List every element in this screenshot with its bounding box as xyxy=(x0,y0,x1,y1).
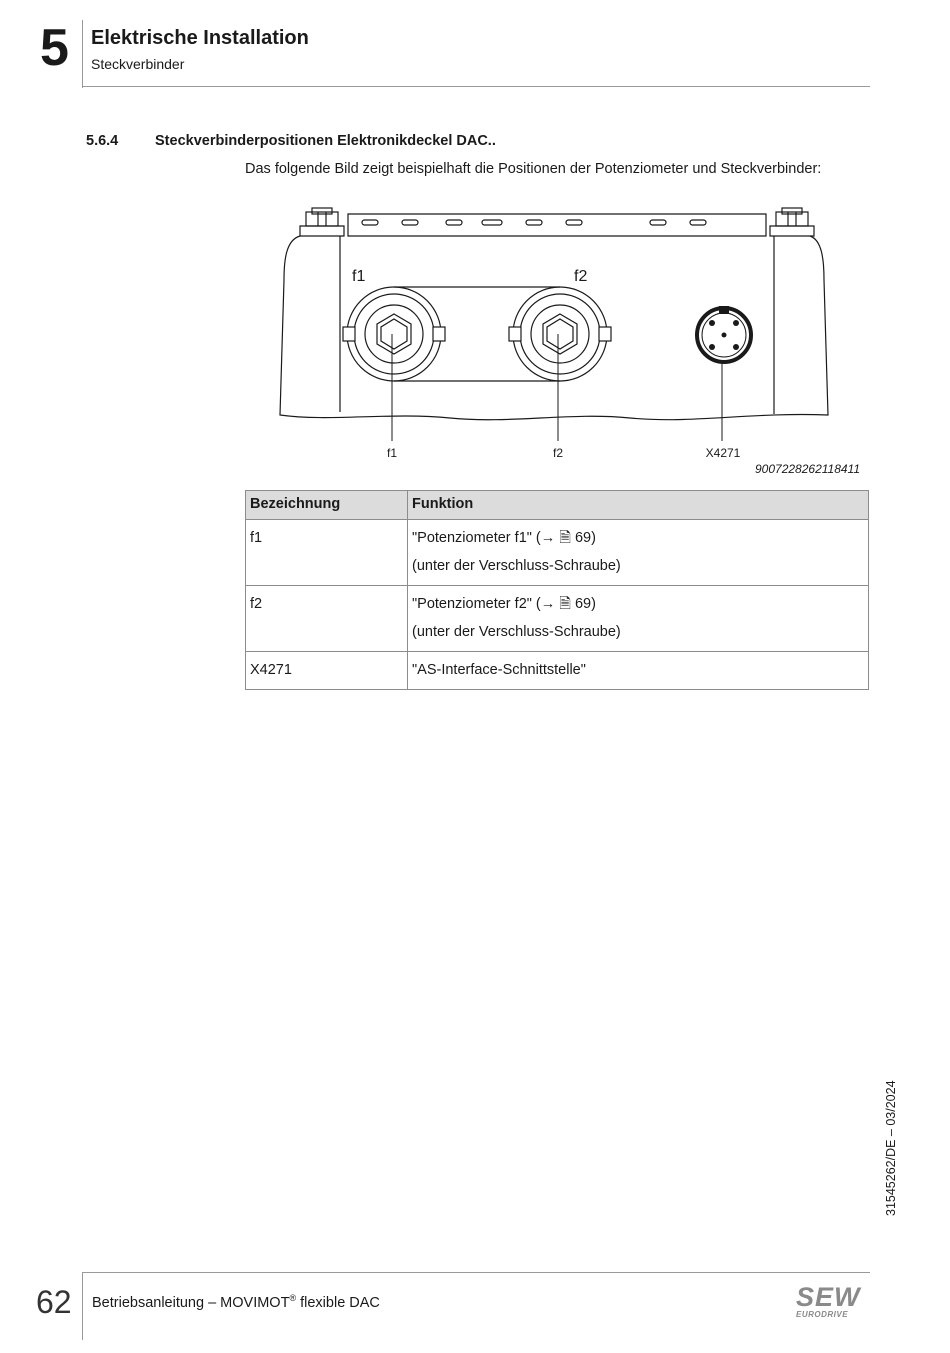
footer-divider-vertical xyxy=(82,1272,83,1340)
function-line: "AS-Interface-Schnittstelle" xyxy=(412,662,586,678)
connector-drawing xyxy=(270,200,850,470)
function-line: "Potenziometer f2" (→ 🗎 69) xyxy=(412,596,596,612)
cell-name: f1 xyxy=(246,520,408,586)
function-note: (unter der Verschluss-Schraube) xyxy=(412,624,621,640)
cell-name: X4271 xyxy=(246,652,408,690)
table-row xyxy=(246,520,869,586)
header-divider xyxy=(82,86,870,87)
logo-main-text: SEW xyxy=(796,1282,861,1312)
cell-function xyxy=(408,520,869,586)
section-number: 5.6.4 xyxy=(86,133,119,149)
doc-title-prefix: Betriebsanleitung – MOVIMOT xyxy=(92,1294,290,1311)
as-interface-connector-icon xyxy=(697,306,751,362)
page-number: 62 xyxy=(36,1284,72,1320)
doc-title-suffix: flexible DAC xyxy=(296,1294,380,1311)
potentiometer-f1-icon xyxy=(343,287,445,381)
sew-eurodrive-logo xyxy=(796,1284,870,1319)
right-bolt-icon xyxy=(770,208,814,236)
function-line: "Potenziometer f1" (→ 🗎 69) xyxy=(412,530,596,546)
table-row xyxy=(246,652,869,690)
cell-name: f2 xyxy=(246,586,408,652)
callout-bottom-f1: f1 xyxy=(386,446,398,460)
cell-function xyxy=(408,652,869,690)
chapter-subtitle: Steckverbinder xyxy=(91,56,185,72)
column-header-bezeichnung: Bezeichnung xyxy=(246,491,408,520)
connector-table xyxy=(245,490,869,690)
footer-divider xyxy=(82,1272,870,1273)
function-note: (unter der Verschluss-Schraube) xyxy=(412,558,621,574)
logo-sub-text: EURODRIVE xyxy=(796,1310,849,1319)
callout-top-f1: f1 xyxy=(352,268,366,285)
left-bolt-icon xyxy=(300,208,344,236)
potentiometer-f2-icon xyxy=(509,287,611,381)
document-id-vertical: 31545262/DE – 03/2024 xyxy=(884,1080,898,1216)
cell-function xyxy=(408,586,869,652)
callout-top-f2: f2 xyxy=(574,268,588,285)
intro-paragraph: Das folgende Bild zeigt beispielhaft die Positionen der Potenziometer und Steckverbinder: xyxy=(245,161,822,177)
top-slots xyxy=(362,220,706,225)
registered-mark: ® xyxy=(289,1293,297,1303)
table-row xyxy=(246,586,869,652)
chapter-title: Elektrische Installation xyxy=(91,27,309,49)
footer-document-title xyxy=(92,1293,380,1311)
figure-id: 9007228262118411 xyxy=(755,462,860,476)
column-header-funktion: Funktion xyxy=(408,491,869,520)
callout-bottom-x4271: X4271 xyxy=(705,446,741,460)
chapter-number: 5 xyxy=(40,19,69,77)
header-divider-vertical xyxy=(82,20,83,88)
callout-bottom-f2: f2 xyxy=(552,446,564,460)
section-title: Steckverbinderpositionen Elektronikdeckel DAC.. xyxy=(155,133,496,149)
table-header-row xyxy=(246,491,869,520)
